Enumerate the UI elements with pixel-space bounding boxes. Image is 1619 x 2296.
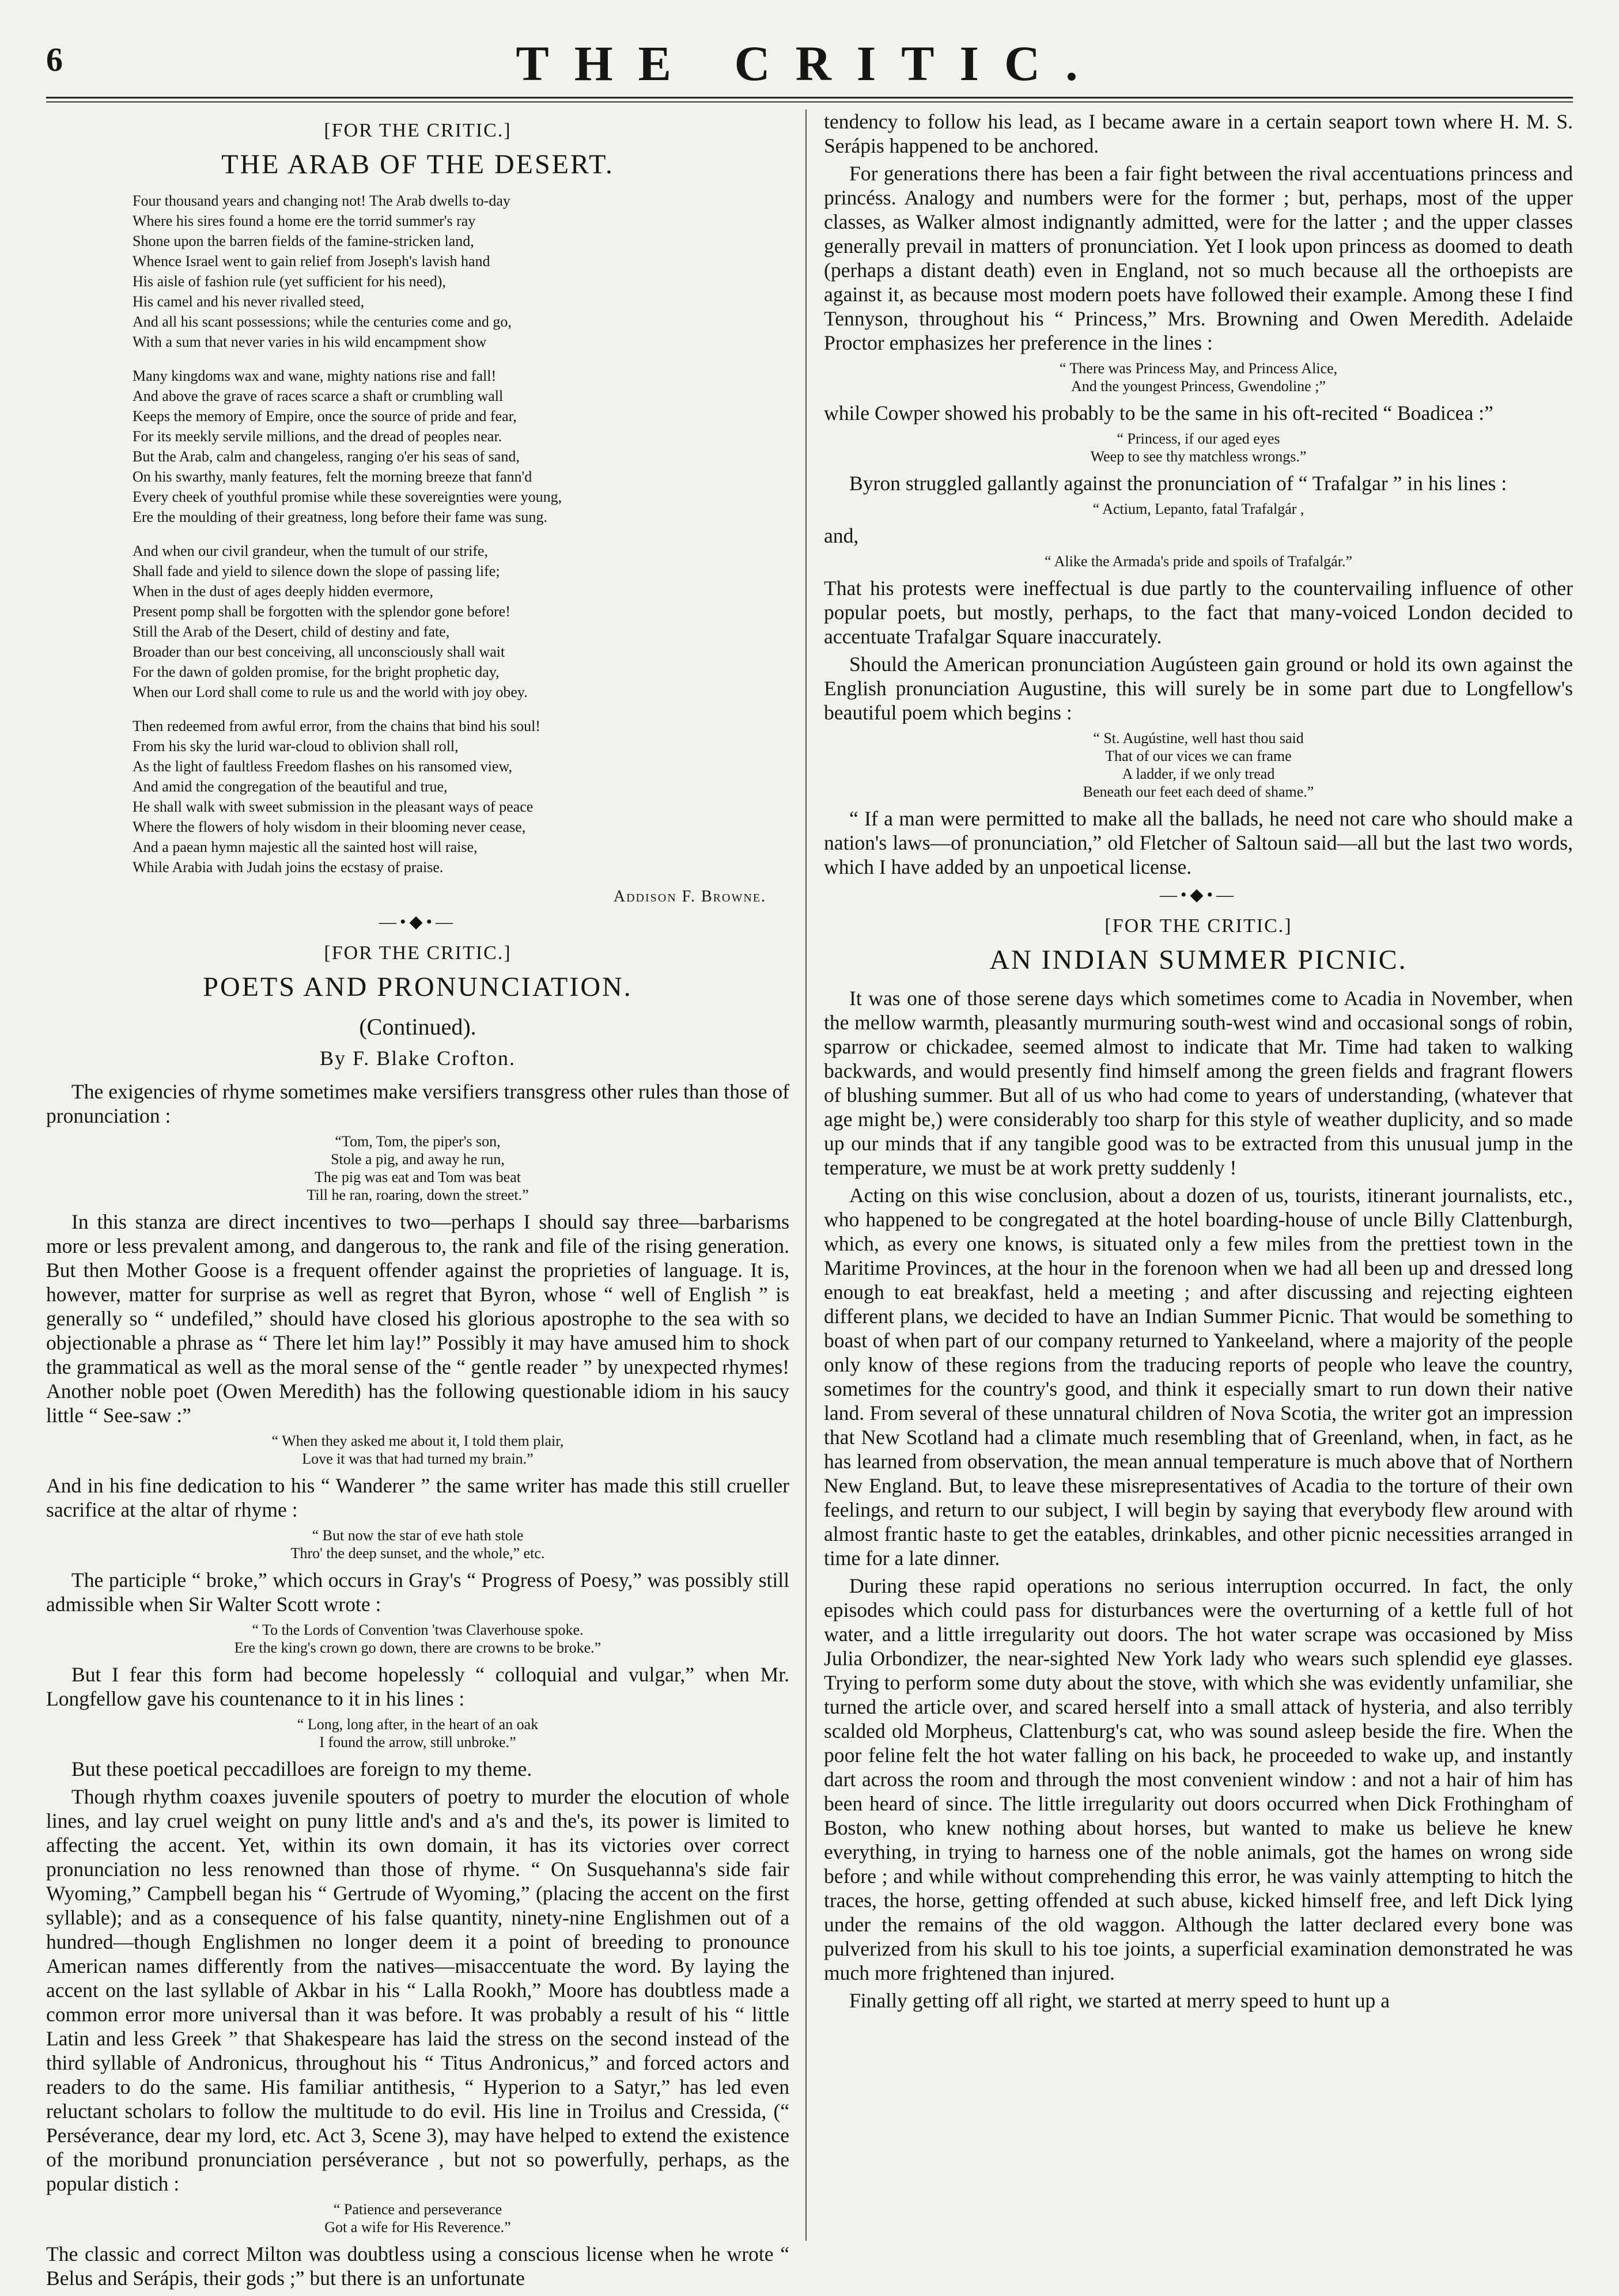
left-column (46, 109, 789, 2294)
paragraph: and, (824, 524, 859, 547)
poem-line: Shone upon the barren fields of the famine-stricken land, (133, 233, 474, 249)
quote-line: “Tom, Tom, the piper's son, (335, 1133, 501, 1150)
poem-line: Present pomp shall be forgotten with the splendor gone before! (133, 603, 510, 620)
quote-line: “ Patience and perseverance (333, 2201, 502, 2218)
article-byline: By F. Blake Crofton. (319, 1047, 516, 1070)
article-title: AN INDIAN SUMMER PICNIC. (989, 945, 1408, 975)
paragraph: For generations there has been a fair fight between the rival accentuations princess and princéss. Analogy and numbers were for the former ; but, perhaps, most of the upper classes, as Walker almost indignantly admitted, were for the latter ; and the upper classes generally prevail in matters of pronunciation. Yet I look upon princess as doomed to death (perhaps a distant death) even in England, not so much because all the orthoepists are against it, as because most modern poets have followed their example. Among these I find Tennyson, throughout his “ Princess,” Mrs. Browning and Owen Meredith. Adelaide Proctor emphasizes her preference in the lines : (824, 162, 1573, 354)
poem-line: Ere the moulding of their greatness, long before their fame was sung. (133, 509, 547, 525)
section-tag: [FOR THE CRITIC.] (1104, 915, 1292, 937)
poem-line: As the light of faultless Freedom flashes on his ransomed view, (133, 758, 513, 775)
poem-line: His camel and his never rivalled steed, (133, 293, 365, 310)
quote-line: Got a wife for His Reverence.” (324, 2219, 511, 2236)
quote-line: Thro' the deep sunset, and the whole,” etc. (290, 1545, 545, 1562)
poem-line: Four thousand years and changing not! The Arab dwells to-day (133, 192, 510, 209)
verse-quote (824, 359, 1573, 395)
quote-line: “ Princess, if our aged eyes (1117, 430, 1280, 447)
quote-line: “ But now the star of eve hath stole (312, 1527, 524, 1544)
article-title: POETS AND PRONUNCIATION. (203, 972, 633, 1002)
masthead-title: THE CRITIC. (516, 36, 1103, 91)
paragraph: tendency to follow his lead, as I became aware in a certain seaport town where H. M. S. Serápis happened to be anchored. (824, 110, 1573, 157)
poem-line: Shall fade and yield to silence down the slope of passing life; (133, 563, 500, 579)
verse-quote (46, 1132, 789, 1204)
section-ornament: —•◆•— (1159, 885, 1238, 904)
column-divider (805, 109, 807, 2241)
article-subtitle: (Continued). (359, 1014, 476, 1040)
stanza (133, 191, 789, 352)
paragraph: The exigencies of rhyme sometimes make versifiers transgress other rules than those of pronunciation : (46, 1080, 789, 1127)
poem-line: When our Lord shall come to rule us and the world with joy obey. (133, 684, 528, 700)
poem-line: But the Arab, calm and changeless, ranging o'er his seas of sand, (133, 448, 520, 465)
page-number: 6 (46, 41, 63, 78)
quote-line: And the youngest Princess, Gwendoline ;” (1071, 378, 1326, 395)
paragraph: It was one of those serene days which sometimes come to Acadia in November, when the mellow warmth, pleasantly murmuring south-west wind and occasional songs of robin, sparrow or chickadee, seemed almost to indicate that Mr. Time had taken to walking backwards, and would presently find himself among the green fields and fragrant flowers of blushing summer. But all of us who had come to years of understanding, (whatever that age might be,) were considerably too sharp for this style of weather duplicity, and so made up our minds that if any tangible good was to be extracted from this unusual jump in the temperature, we must be at work pretty suddenly ! (824, 987, 1573, 1179)
poem-line: On his swarthy, manly features, felt the morning breeze that fann'd (133, 468, 532, 485)
paragraph: The participle “ broke,” which occurs in Gray's “ Progress of Poesy,” was possibly still admissible when Sir Walter Scott wrote : (46, 1568, 789, 1616)
poem-line: Where the flowers of holy wisdom in their blooming never cease, (133, 819, 526, 835)
poem-line: Many kingdoms wax and wane, mighty nations rise and fall! (133, 367, 497, 384)
paragraph: The classic and correct Milton was doubtless using a conscious license when he wrote “ Belus and Serápis, their gods ;” but there is an unfortunate (46, 2242, 789, 2290)
quote-line: “ Alike the Armada's pride and spoils of Trafalgár.” (1045, 553, 1352, 570)
paragraph: During these rapid operations no serious interruption occurred. In fact, the only episodes which could pass for disturbances were the overturning of a kettle full of hot water, and a little irregularity out doors. The hot water scrape was occasioned by Miss Julia Orbondizer, the near-sighted New York lady who wears such splendid eye glasses. Trying to perform some duty about the stove, with which she was evidently unfamiliar, she turned the article over, and scared herself into a small attack of hysteria, and also terribly scalded old Morpheus, Clattenburg's cat, who was sound asleep beside the fire. When the poor feline felt the hot water falling on his back, he proceeded to wake up, and instantly dart across the room and through the most convenient window : and not a hair of him has been heard of since. The little irregularity out doors occurred when Dick Frothingham of Boston, who knew nothing about horses, but wanted to make us believe he knew everything, in trying to harness one of the noble animals, got the hames on wrong side before ; and while without comprehending this error, he was vainly attempting to hitch the traces, the horse, getting offended at such abuse, kicked himself free, and left Dick lying under the remains of the old waggon. Although the latter declared every bone was pulverized from his skull to his toe joints, a superficial examination demonstrated he was much more frightened than injured. (824, 1574, 1573, 1984)
verse-quote (46, 1621, 789, 1657)
poem-line: And a paean hymn majestic all the sainted host will raise, (133, 839, 478, 855)
verse-quote (824, 430, 1573, 465)
verse-quote (824, 552, 1573, 570)
quote-line: “ To the Lords of Convention 'twas Claverhouse spoke. (252, 1621, 584, 1638)
poem-line: Keeps the memory of Empire, once the source of pride and fear, (133, 408, 517, 425)
header-rule-thin (46, 101, 1573, 103)
quote-line: “ Long, long after, in the heart of an oak (297, 1716, 539, 1733)
paragraph: Byron struggled gallantly against the pronunciation of “ Trafalgar ” in his lines : (849, 472, 1507, 495)
poem-line: And amid the congregation of the beautiful and true, (133, 778, 448, 795)
paragraph: And in his fine dedication to his “ Wanderer ” the same writer has made this still crueller sacrifice at the altar of rhyme : (46, 1474, 789, 1521)
quote-line: “ St. Augústine, well hast thou said (1093, 730, 1304, 747)
article-continuation (824, 109, 1573, 879)
quote-line: Ere the king's crown go down, there are crowns to be broke.” (234, 1639, 602, 1656)
quote-line: A ladder, if we only tread (1122, 766, 1275, 782)
header-rule (46, 97, 1573, 98)
poem-line: Whence Israel went to gain relief from Joseph's lavish hand (133, 253, 490, 270)
author-signature: Addison F. Browne. (613, 888, 766, 905)
verse-quote (824, 729, 1573, 801)
verse-quote (824, 500, 1573, 518)
poem-line: For its meekly servile millions, and the dread of peoples near. (133, 428, 502, 445)
quote-line: Beneath our feet each deed of shame.” (1083, 783, 1314, 800)
poem-line: And when our civil grandeur, when the tumult of our strife, (133, 543, 489, 559)
paragraph: But I fear this form had become hopelessly “ colloquial and vulgar,” when Mr. Longfellow gave his countenance to it in his lines : (46, 1663, 789, 1710)
article-body (824, 986, 1573, 2013)
paragraph: while Cowper showed his probably to be the same in his oft-recited “ Boadicea :” (824, 401, 1493, 425)
article-body (46, 1079, 789, 2290)
poem-line: And all his scant possessions; while the centuries come and go, (133, 313, 512, 330)
paragraph: But these poetical peccadilloes are foreign to my theme. (71, 1757, 532, 1780)
poem-line: Still the Arab of the Desert, child of destiny and fate, (133, 623, 450, 640)
verse-quote (46, 1526, 789, 1562)
stanza (133, 716, 789, 877)
poem-body (46, 191, 789, 877)
quote-line: Stole a pig, and away he run, (331, 1151, 505, 1168)
poem-line: For the dawn of golden promise, for the bright prophetic day, (133, 664, 500, 680)
quote-line: “ Actium, Lepanto, fatal Trafalgár , (1092, 501, 1304, 517)
poem-line: Broader than our best conceiving, all unconsciously shall wait (133, 643, 505, 660)
page-header (46, 35, 1573, 98)
poem-line: From his sky the lurid war-cloud to oblivion shall roll, (133, 738, 459, 755)
poem-line: His aisle of fashion rule (yet sufficient for his need), (133, 273, 446, 290)
quote-line: I found the arrow, still unbroke.” (319, 1734, 516, 1751)
section-ornament: —•◆•— (379, 912, 457, 931)
paragraph: Acting on this wise conclusion, about a dozen of us, tourists, itinerant journalists, etc., who happened to be congregated at the hotel boarding-house of uncle Billy Clattenburgh, which, as every one knows, is situated only a few miles from the prettiest town in the Maritime Provinces, at the hour in the forenoon when we had all been up and dressed long enough to eat breakfast, held a meeting ; and after discussing and rejecting eighteen different plans, we decided to have an Indian Summer Picnic. That would be something to boast of when part of our company returned to Yankeeland, where a majority of the people only know of these regions from the traducing reports of people who leave the country, sometimes for the country's good, and think it especially smart to run down their native land. From several of these unnatural children of Nova Scotia, the writer got an impression that New Scotland had a climate much resembling that of Greenland, when, in fact, as he has learned from observation, the mean annual temperature is much above that of Northern New England. But, to leave these misrepresentatives of Acadia to the torture of their own feelings, and return to our subject, I will begin by saying that everybody flew around with almost frantic haste to get the eatables, drinkables, and other picnic necessities arranged in time for a late dinner. (824, 1184, 1573, 1570)
poem-line: With a sum that never varies in his wild encampment show (133, 334, 487, 350)
poem-line: Where his sires found a home ere the torrid summer's ray (133, 213, 476, 229)
poem-line: He shall walk with sweet submission in the pleasant ways of peace (133, 798, 534, 815)
poem-line: And above the grave of races scarce a shaft or crumbling wall (133, 388, 504, 404)
section-tag: [FOR THE CRITIC.] (324, 942, 512, 964)
stanza (133, 366, 789, 527)
stanza (133, 541, 789, 702)
right-column (824, 109, 1573, 2016)
quote-line: That of our vices we can frame (1105, 748, 1292, 764)
paragraph: That his protests were ineffectual is due partly to the countervailing influence of other popular poets, but mostly, perhaps, to the fact that many-voiced London decided to accentuate Trafalgar Square inaccurately. (824, 577, 1573, 648)
poem-line: Every cheek of youthful promise while these sovereignties were young, (133, 488, 562, 505)
paragraph: Finally getting off all right, we started at merry speed to hunt up a (849, 1989, 1390, 2012)
verse-quote (46, 1432, 789, 1468)
poem-line: When in the dust of ages deeply hidden evermore, (133, 583, 433, 600)
verse-quote (46, 2200, 789, 2236)
quote-line: “ There was Princess May, and Princess Alice, (1059, 360, 1338, 377)
quote-line: Till he ran, roaring, down the street.” (307, 1187, 529, 1203)
quote-line: Love it was that had turned my brain.” (302, 1450, 534, 1467)
paragraph: Should the American pronunciation Augústeen gain ground or hold its own against the English pronunciation Augustine, this will surely be in some part due to Longfellow's beautiful poem which begins : (824, 653, 1573, 724)
paragraph: In this stanza are direct incentives to two—perhaps I should say three—barbarisms more or less prevalent among, and dangerous to, the rank and file of the rising generation. But then Mother Goose is a frequent offender against the proprieties of language. It is, however, matter for surprise as well as regret that Byron, whose “ well of English ” is generally so “ undefiled,” should have closed his glorious apostrophe to the sea with so objectionable a phrase as “ There let him lay!” Possibly it may have amused him to shock the grammatical as well as the moral sense of the “ gentle reader ” by unexpected rhymes! Another noble poet (Owen Meredith) has the following questionable idiom in his saucy little “ See-saw :” (46, 1210, 789, 1427)
poem-line: While Arabia with Judah joins the ecstasy of praise. (133, 859, 444, 876)
quote-line: Weep to see thy matchless wrongs.” (1090, 448, 1307, 465)
verse-quote (46, 1715, 789, 1751)
poem-title: THE ARAB OF THE DESERT. (221, 149, 614, 180)
quote-line: “ When they asked me about it, I told them plair, (271, 1433, 564, 1449)
section-tag: [FOR THE CRITIC.] (324, 120, 512, 141)
paragraph: Though rhythm coaxes juvenile spouters of poetry to murder the elocution of whole lines, and lay cruel weight on puny little and's and a's and the's, its power is limited to affecting the accent. Yet, within its own domain, it has its victories over correct pronunciation no less renowned than those of rhyme. “ On Susquehanna's side fair Wyoming,” Campbell began his “ Gertrude of Wyoming,” (placing the accent on the first syllable); and as a consequence of his false quantity, ninety-nine Englishmen out of a hundred—though Englishmen no longer deem it a point of breeding to pronounce American names differently from the natives—misaccentuate the word. By laying the accent on the last syllable of Akbar in his “ Lalla Rookh,” Moore has doubtless made a common error more universal than it was before. It was probably a result of his “ little Latin and less Greek ” that Shakespeare has laid the stress on the second instead of the third syllable of Andronicus, throughout his “ Titus Andronicus,” and forced actors and readers to do the same. His familiar antithesis, “ Hyperion to a Satyr,” has led even reluctant scholars to follow the multitude to do evil. His line in Troilus and Cressida, (“ Perséverance, dear my lord, etc. Act 3, Scene 3), may have helped to extend the existence of the moribund pronunciation perséverance , but not so powerfully, perhaps, as the popular distich : (46, 1785, 789, 2195)
quote-line: The pig was eat and Tom was beat (315, 1169, 521, 1185)
paragraph: “ If a man were permitted to make all the ballads, he need not care who should make a nation's laws—of pronunciation,” old Fletcher of Saltoun said—all but the last two words, which I have added by an unpoetical license. (824, 807, 1573, 878)
poem-line: Then redeemed from awful error, from the chains that bind his soul! (133, 718, 540, 734)
